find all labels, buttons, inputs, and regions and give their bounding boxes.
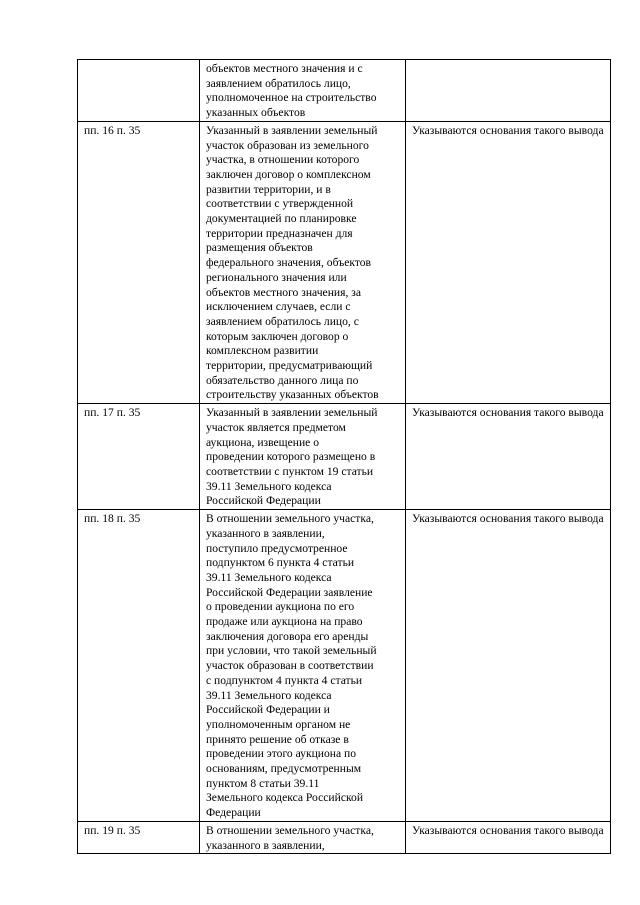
condition-line: пунктом 8 статьи 39.11 <box>206 776 320 790</box>
condition-cell <box>200 510 406 822</box>
explanation-cell <box>406 60 611 122</box>
condition-line: объектов местного значения и с <box>206 62 363 75</box>
condition-line: соответствии с пунктом 19 статьи <box>206 464 374 478</box>
condition-line: указанного в заявлении, <box>206 526 325 540</box>
table-row <box>78 821 611 853</box>
condition-line: о проведении аукциона по его <box>206 600 355 614</box>
condition-line: объектов местного значения, за <box>206 285 361 299</box>
condition-line: уполномоченным органом не <box>206 717 351 731</box>
point-cell: пп. 17 п. 35 <box>78 404 200 510</box>
condition-line: Федерации <box>206 806 261 820</box>
condition-line: обязательство данного лица по <box>206 373 359 387</box>
condition-line: В отношении земельного участка, <box>206 512 374 526</box>
condition-line: Земельного кодекса Российской <box>206 791 364 805</box>
condition-line: 39.11 Земельного кодекса <box>206 688 332 702</box>
condition-cell <box>200 821 406 853</box>
point-cell: пп. 19 п. 35 <box>78 821 200 853</box>
condition-line: 39.11 Земельного кодекса <box>206 570 332 584</box>
condition-line: участок образован в соответствии <box>206 659 374 673</box>
condition-line: продаже или аукциона на право <box>206 615 363 629</box>
explanation-cell: Указываются основания такого вывода <box>406 404 611 510</box>
condition-line: с подпунктом 4 пункта 4 статьи <box>206 673 363 687</box>
condition-line: Российской Федерации заявление <box>206 585 373 599</box>
condition-cell <box>200 121 406 403</box>
condition-cell <box>200 404 406 510</box>
point-cell <box>78 60 200 122</box>
condition-line: заключен договор о комплексном <box>206 167 371 181</box>
condition-line: которым заключен договор о <box>206 329 349 343</box>
condition-line: строительству указанных объектов <box>206 388 379 402</box>
condition-line: проведении которого размещено в <box>206 450 376 464</box>
table-row <box>78 60 611 122</box>
condition-line: основаниям, предусмотренным <box>206 762 362 776</box>
point-cell: пп. 18 п. 35 <box>78 510 200 822</box>
table-row <box>78 404 611 510</box>
point-cell: пп. 16 п. 35 <box>78 121 200 403</box>
condition-line: при условии, что такой земельный <box>206 644 377 658</box>
condition-line: территории, предусматривающий <box>206 359 373 373</box>
condition-line: развитии территории, и в <box>206 182 331 196</box>
table-row <box>78 510 611 822</box>
condition-line: размещения объектов <box>206 241 313 255</box>
condition-line: уполномоченное на строительство <box>206 91 377 105</box>
condition-line: соответствии с утвержденной <box>206 197 354 211</box>
condition-line: заявлением обратилось лицо, с <box>206 314 359 328</box>
condition-line: участка, в отношении которого <box>206 153 360 167</box>
condition-line: Указанный в заявлении земельный <box>206 123 378 137</box>
condition-line: территории предназначен для <box>206 226 353 240</box>
condition-line: федерального значения, объектов <box>206 256 372 270</box>
explanation-cell: Указываются основания такого вывода <box>406 821 611 853</box>
condition-line: участок является предметом <box>206 420 346 434</box>
condition-line: Указанный в заявлении земельный <box>206 406 378 420</box>
condition-line: Российской Федерации и <box>206 703 330 717</box>
condition-line: заключения договора его аренды <box>206 629 369 643</box>
condition-line: заявлением обратилось лицо, <box>206 76 351 90</box>
condition-cell <box>200 60 406 122</box>
condition-line: подпунктом 6 пункта 4 статьи <box>206 556 355 570</box>
condition-line: документацией по планировке <box>206 212 357 226</box>
condition-line: комплексном развитии <box>206 344 319 358</box>
explanation-cell: Указываются основания такого вывода <box>406 121 611 403</box>
condition-line: исключением случаев, если с <box>206 300 351 314</box>
condition-line: 39.11 Земельного кодекса <box>206 479 332 493</box>
explanation-cell: Указываются основания такого вывода <box>406 510 611 822</box>
table-row <box>78 121 611 403</box>
condition-line: поступило предусмотренное <box>206 541 348 555</box>
condition-line: принято решение об отказе в <box>206 732 349 746</box>
condition-line: указанных объектов <box>206 106 306 120</box>
refusal-grounds-table <box>77 59 611 854</box>
condition-line: регионального значения или <box>206 270 347 284</box>
condition-line: В отношении земельного участка, <box>206 823 374 837</box>
condition-line: участок образован из земельного <box>206 138 369 152</box>
condition-line: аукциона, извещение о <box>206 435 319 449</box>
condition-line: Российской Федерации <box>206 494 321 508</box>
condition-line: указанного в заявлении, <box>206 838 325 852</box>
condition-line: проведении этого аукциона по <box>206 747 357 761</box>
